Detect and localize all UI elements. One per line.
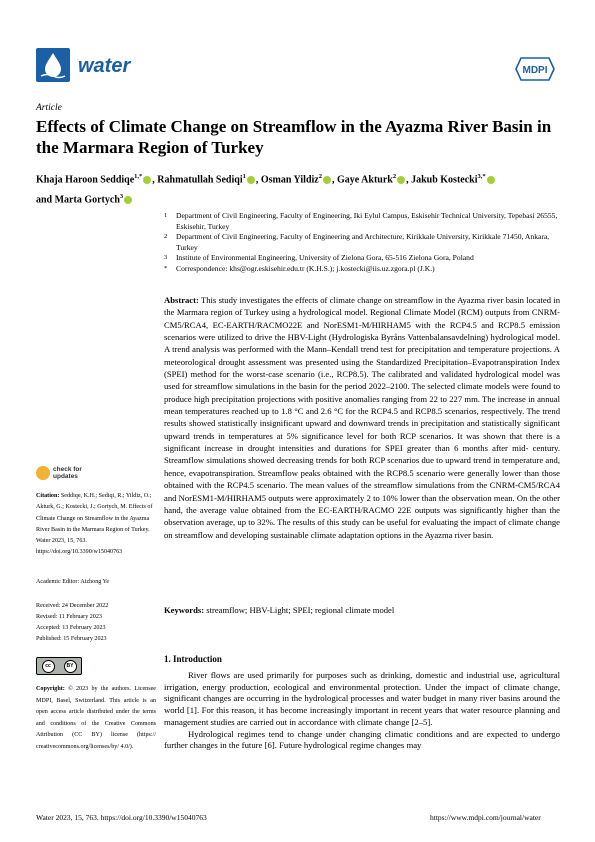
orcid-icon[interactable] [397, 176, 405, 184]
check-updates-label [53, 466, 82, 480]
author-sup: 1,* [134, 173, 143, 180]
footer-citation[interactable]: Water 2023, 15, 763. https://doi.org/10.3390/w15040763 [36, 813, 207, 822]
orcid-icon[interactable] [124, 196, 132, 204]
author-name[interactable]: Gaye Akturk [337, 174, 393, 186]
affiliation-number: 3 [164, 254, 168, 262]
author-name[interactable]: Osman Yildiz [260, 174, 319, 186]
by-icon: BY [64, 660, 77, 673]
affiliation-number: 2 [164, 233, 168, 241]
check-updates-icon [36, 466, 50, 480]
author-sup: 1 [242, 173, 246, 180]
author-list: Khaja Haroon Seddiqe$^{1,*}$ , Rahmatullah Sediqi$^1$ , Osman Yildiz$^2$ , Gaye Akturk$^2$ , Jakub Kostecki$^{3,*}$ and Marta Gortych$^3$ [36, 168, 566, 209]
copyright-label: Copyright: [36, 686, 65, 692]
academic-editor: Academic Editor: Aizhong Ye [36, 579, 110, 585]
author-name[interactable]: Khaja Haroon Seddiqe [36, 174, 135, 186]
journal-name: water [78, 55, 131, 77]
author-sup: 2 [392, 173, 397, 180]
check-for-updates-button[interactable] [36, 466, 82, 480]
author-name[interactable]: Rahmatullah Sediqi [157, 174, 243, 186]
affiliation-item [164, 211, 564, 232]
paragraph: Hydrological regimes tend to change under changing climatic conditions and are expected to undergo further changes in the future [6]. Future hydrological regime changes may [164, 728, 560, 751]
author-sup: 2 [318, 173, 322, 180]
paragraph: River flows are used primarily for purposes such as drinking, domestic and industrial use, agricultural irrigation, energy production, ecological and environmental protection. Under the impact of climate change, significant changes are occurring in the hydrological processes and water budget in many river basins around the world [1]. For this reason, it has become increasingly important in recent years that water resource planning and management studies are carried out in accordance with climate change [2–5]. [164, 670, 560, 727]
author-name[interactable]: and Marta Gortych [36, 194, 120, 206]
copyright [36, 684, 156, 754]
affiliation-number: 1 [164, 212, 168, 219]
affiliations [164, 211, 564, 275]
section-heading: 1. Introduction [164, 654, 222, 664]
citation-label: Citation: [36, 493, 60, 499]
affiliation-item [164, 253, 564, 264]
cc-by-license-badge[interactable] [36, 657, 82, 675]
journal-logo-icon [36, 48, 70, 82]
mdpi-logo[interactable] [515, 57, 555, 81]
keywords-text: streamflow; HBV-Light; SPEI; regional climate model [206, 605, 395, 615]
article-dates [36, 601, 156, 645]
check-updates-line1: check for [53, 466, 82, 473]
revised-date: Revised: 11 February 2023 [36, 614, 102, 620]
correspondence-text[interactable]: Correspondence: khs@ogr.eskisehir.edu.tr (K.H.S.); j.kostecki@iis.uz.zgora.pl (J.K.) [176, 263, 435, 273]
copyright-text: © 2023 by the authors. Licensee MDPI, Basel, Switzerland. This article is an open access article distributed under the terms and conditions of the Creative Commons Attribution (CC BY) license (https:// creativecommons.org/licenses/by/ 4.0/). [36, 686, 156, 750]
citation [36, 491, 156, 559]
author-sup: 3 [119, 193, 124, 201]
keywords-label: Keywords: [164, 605, 205, 615]
orcid-icon[interactable] [487, 176, 495, 184]
author-sup: 3,* [477, 173, 486, 180]
accepted-date: Accepted: 13 February 2023 [36, 625, 106, 631]
published-date: Published: 15 February 2023 [36, 636, 107, 642]
affiliation-text: Institute of Environmental Engineering, University of Zielona Gora, 65-516 Zielona Gora, Poland [176, 253, 474, 263]
keywords [164, 604, 560, 616]
orcid-icon[interactable] [247, 176, 255, 184]
article-type: Article [36, 103, 62, 113]
cc-icon: cc [42, 660, 55, 673]
introduction-body [164, 670, 560, 752]
affiliation-item [164, 264, 564, 275]
affiliation-text: Department of Civil Engineering, Faculty of Engineering and Architecture, Kirikkale University, Kirikkale 71450, Ankara, Turkey [176, 232, 550, 252]
received-date: Received: 24 December 2022 [36, 603, 109, 609]
affiliation-text: Department of Civil Engineering, Faculty of Engineering, Iki Eylul Campus, Eskisehir Technical University, Tepebasi 26555, Eskisehir, Turkey [176, 211, 558, 231]
abstract-label: Abstract: [164, 295, 199, 305]
abstract [164, 294, 560, 541]
footer-journal-link[interactable]: https://www.mdpi.com/journal/water [430, 813, 541, 822]
page-title: Effects of Climate Change on Streamflow in the Ayazma River Basin in the Marmara Region of Turkey [36, 117, 552, 157]
abstract-text: This study investigates the effects of climate change on streamflow in the Ayazma river basin located in the Marmara region of Turkey using a hydrological model. Regional Climate Model (RCM) outputs from CNRM-CM5/RCA4, EC-EARTH/RACMO22E and NorESM1-M/HIRHAM5 with the RCP4.5 and RCP8.5 emission scenarios were utilized to drive the HBV-Light (Hydrologiska Byråns Vattenbalansavdelning) hydrological model. A trend analysis was performed with the Mann–Kendall trend test for precipitation and temperature projections. A meteorological drought assessment was presented using the Standardized Precipitation–Evapotranspiration Index (SPEI) method for the worst-case scenario (i.e., RCP8.5). The calibrated and validated hydrological model was used for streamflow simulations in the basin for the period 2022–2100. The selected climate models were found to produce high precipitation projections with positive anomalies ranging from 22 to 227 mm. The increase in annual mean temperatures reached up to 1.8 °C and 2.6 °C for the RCP4.5 and RCP8.5 scenarios, respectively. The trend results showed statistically insignificant upward and downward trends in precipitation and statistically significant upward trends in temperatures at 5% significance level for both RCP scenarios. It was shown that there is a significant increase in drought intensities and durations for SPEI greater than 6 months after mid- century. Streamflow simulations showed decreasing trends for both RCP scenarios due to upward trend in temperature and, hence, evapotranspiration. Streamflow peaks obtained with the RCP8.5 scenario were generally lower than those obtained with the RCP4.5 scenario. The mean values of the streamflow simulations from the CNRM-CM5/RCA4 and NorESM1-M/HIRHAM5 outputs were approximately 2 to 10% lower than the observation mean. On the other hand, the average value obtained from the EC-EARTH/RACMO 22E outputs was significantly higher than the observation average, up to 32%. The results of this study can be useful for evaluating the impact of climate change on streamflow and developing sustainable climate adaptation options in the Ayazma river basin. [164, 295, 560, 540]
affiliation-item [164, 232, 564, 253]
affiliation-number: * [164, 264, 168, 272]
check-updates-line2: updates [53, 473, 78, 480]
orcid-icon[interactable] [143, 176, 151, 184]
citation-text: Seddiqe, K.H.; Sediqi, R.; Yildiz, O.; Akturk, G.; Kostecki, J.; Gortych, M. Effects of Climate Change on Streamflow in the Ayazma River Basin in the Marmara Region of Turkey. Water 2023, 15, 763. https://doi.org/10.3390/w15040763 [36, 493, 153, 556]
author-name[interactable]: Jakub Kostecki [411, 174, 478, 186]
mdpi-logo-text: MDPI [522, 65, 548, 76]
orcid-icon[interactable] [323, 176, 331, 184]
